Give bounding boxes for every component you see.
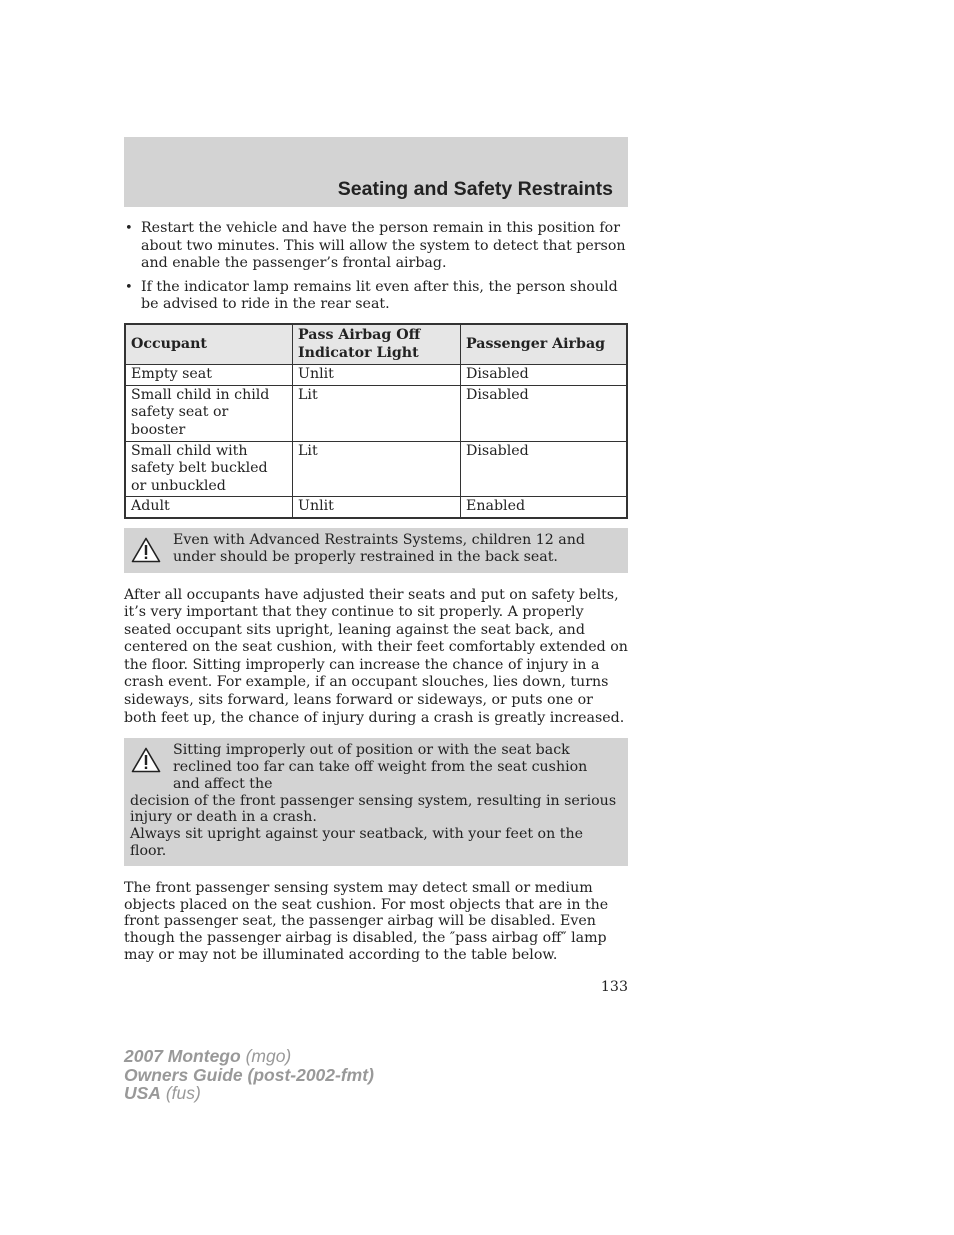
bullet-list	[124, 220, 628, 314]
table-row	[125, 365, 627, 386]
table-cell: Empty seat	[125, 365, 293, 386]
warning-text: decision of the front passenger sensing system, resulting in serious injury or death in a crash.	[130, 792, 617, 826]
table-row	[125, 385, 627, 441]
table-cell: Disabled	[461, 365, 628, 386]
bullet-item: • If the indicator lamp remains lit even after this, the person should be advised to ride in the rear seat.	[125, 278, 618, 313]
bullet-item: • Restart the vehicle and have the person remain in this position for about two minutes. This will allow the system to detect that person and enable the passenger’s frontal airbag.	[125, 220, 626, 272]
table-cell: Unlit	[293, 365, 461, 386]
table-cell: Lit	[293, 441, 461, 497]
bullet-dot-icon: •	[125, 279, 133, 295]
body-paragraph: The front passenger sensing system may detect small or medium objects placed on the seat cushion. For most objects that are in the front passenger seat, the passenger airbag will be disabled. Even though the passenger airbag is disabled, the ″pass airbag off″ lamp may or may not be illuminated according to the table below.	[124, 879, 609, 964]
section-title: Seating and Safety Restraints	[337, 178, 613, 200]
footer-line: Owners Guide (post-2002-fmt)	[124, 1064, 374, 1085]
table-cell: Unlit	[293, 497, 461, 518]
footer-line: USA (fus)	[124, 1083, 201, 1103]
table-cell: Disabled	[461, 441, 628, 497]
table-cell: Adult	[125, 497, 293, 518]
table-cell: Small child in child safety seat or booster	[125, 385, 293, 441]
column-header: Occupant	[125, 324, 293, 365]
bullet-dot-icon: •	[125, 221, 133, 236]
table-header-row	[125, 324, 627, 365]
warning-box-position	[124, 738, 628, 866]
page-number: 133	[600, 978, 628, 995]
warning-text: Even with Advanced Restraints Systems, children 12 and under should be properly restrained in the back seat.	[173, 531, 585, 565]
table-cell: Enabled	[461, 497, 628, 518]
warning-box-children	[124, 528, 628, 573]
page-content	[124, 220, 628, 996]
table-cell: Small child with safety belt buckled or unbuckled	[125, 441, 293, 497]
table-row	[125, 497, 627, 518]
table-cell: Lit	[293, 385, 461, 441]
document-footer	[124, 1047, 374, 1103]
warning-text: Sitting improperly out of position or with the seat back reclined too far can take off weight from the seat cushion and affect the	[173, 742, 588, 792]
footer-line: 2007 Montego (mgo)	[124, 1046, 292, 1066]
airbag-status-table	[124, 323, 628, 519]
warning-triangle-icon	[131, 537, 161, 563]
body-paragraph: After all occupants have adjusted their seats and put on safety belts, it’s very important that they continue to sit properly. A properly seated occupant sits upright, leaning against the seat back, and centered on the seat cushion, with their feet comfortably extended on the floor. Sitting improperly can increase the chance of injury in a crash event. For example, if an occupant slouches, lies down, turns sideways, sits forward, leans forward or sideways, or puts one or both feet up, the chance of injury during a crash is greatly increased.	[124, 586, 628, 726]
table-row	[125, 441, 627, 497]
column-header: Passenger Airbag	[461, 324, 628, 365]
warning-text: Always sit upright against your seatback, with your feet on the floor.	[130, 826, 583, 860]
column-header: Pass Airbag Off Indicator Light	[293, 324, 461, 365]
table-cell: Disabled	[461, 385, 628, 441]
section-header	[124, 137, 628, 207]
warning-triangle-icon	[131, 747, 161, 773]
